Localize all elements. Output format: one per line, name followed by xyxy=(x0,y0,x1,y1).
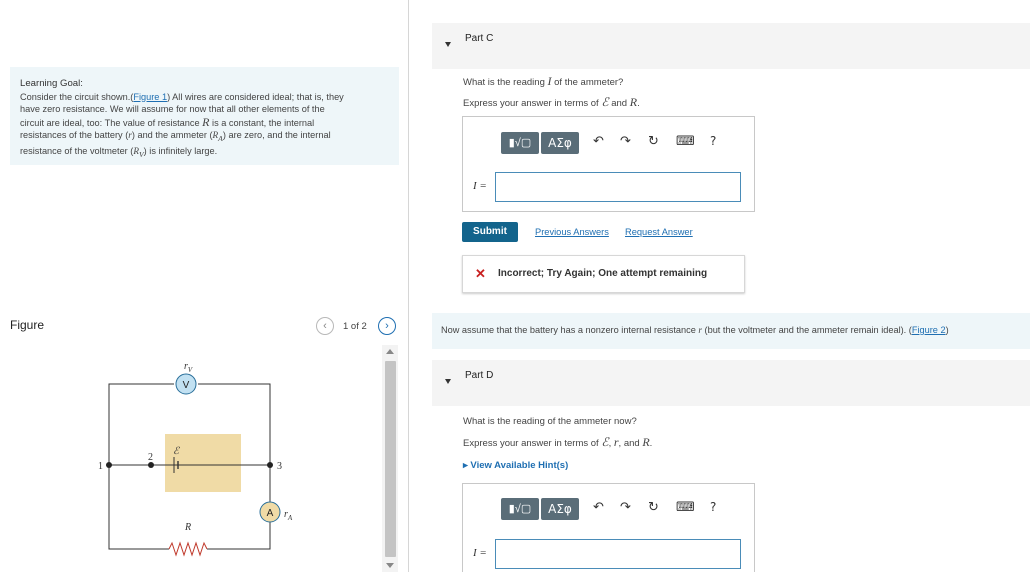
part-d-header[interactable] xyxy=(432,360,1030,406)
goal-text: Consider the circuit shown.( xyxy=(20,91,134,102)
help-icon[interactable]: ? xyxy=(710,500,717,514)
express-text: . xyxy=(649,438,653,449)
part-c-express xyxy=(463,95,640,110)
part-c-header[interactable] xyxy=(432,23,1030,69)
math-toolbar xyxy=(501,132,751,154)
symbol-RV-sub: V xyxy=(138,150,144,160)
part-c-answer-input[interactable] xyxy=(495,172,741,202)
node-3 xyxy=(267,462,273,468)
node-3-label: 3 xyxy=(277,461,282,472)
figure-page-indicator: 1 of 2 xyxy=(343,321,367,332)
express-text: Express your answer in terms of xyxy=(463,438,602,449)
figure-header xyxy=(10,317,400,335)
answer-label xyxy=(473,547,487,559)
keyboard-icon[interactable]: ⌨ xyxy=(676,500,695,515)
ra-main: r xyxy=(284,509,288,520)
ra-label xyxy=(284,509,293,522)
goal-text: ) is infinitely large. xyxy=(143,146,218,157)
battery-box xyxy=(165,434,241,492)
template-button[interactable]: ▮√▢ xyxy=(501,132,539,154)
template-button[interactable]: ▮√▢ xyxy=(501,498,539,520)
symbol-r: r xyxy=(613,435,619,449)
learning-goal-title: Learning Goal: xyxy=(20,78,83,89)
goal-text: is a constant, the internal xyxy=(209,117,315,128)
answer-label-text: I = xyxy=(473,547,487,559)
symbol-RV xyxy=(133,146,144,160)
part-d-question: What is the reading of the ammeter now? xyxy=(463,416,637,427)
symbol-RA xyxy=(212,130,223,143)
question-text: of the ammeter? xyxy=(551,77,624,88)
undo-icon[interactable]: ↶ xyxy=(593,134,604,149)
learning-goal-text xyxy=(20,91,389,162)
resistor-label: R xyxy=(184,522,192,533)
node-2-label: 2 xyxy=(148,452,153,463)
help-icon[interactable]: ? xyxy=(710,134,717,148)
part-c-question xyxy=(463,74,623,89)
view-hints-link[interactable]: ▸ View Available Hint(s) xyxy=(463,460,569,471)
rv-label xyxy=(184,361,193,374)
caret-down-icon xyxy=(445,379,451,384)
feedback-box xyxy=(462,255,745,293)
figure-2-link[interactable]: Figure 2 xyxy=(911,325,946,335)
symbol-RV-main: R xyxy=(133,146,139,157)
ammeter-label: A xyxy=(266,508,274,519)
symbol-I: I xyxy=(547,74,552,88)
scroll-down-icon[interactable] xyxy=(386,563,394,568)
request-answer-link[interactable]: Request Answer xyxy=(625,227,693,237)
part-d-title: Part D xyxy=(465,370,494,381)
express-text: and xyxy=(608,98,630,109)
undo-icon[interactable]: ↶ xyxy=(593,500,604,515)
voltmeter-label: V xyxy=(182,380,190,391)
rv-sub: V xyxy=(187,366,193,374)
scroll-up-icon[interactable] xyxy=(386,349,394,354)
question-text: What is the reading xyxy=(463,77,548,88)
ra-sub: A xyxy=(287,514,293,522)
figure-1-link[interactable]: Figure 1 xyxy=(133,91,168,102)
note-text xyxy=(441,325,949,335)
goal-text: ) and the ammeter ( xyxy=(131,130,213,140)
note-text-part: Now assume that the battery has a nonzero internal resistance xyxy=(441,325,699,335)
goal-text: ) All wires are considered ideal; that is, they xyxy=(167,91,344,102)
symbol-emf: ℰ xyxy=(601,95,609,109)
learning-goal-box xyxy=(10,67,399,165)
previous-answers-link[interactable]: Previous Answers xyxy=(535,227,609,237)
circuit-diagram xyxy=(85,352,325,567)
express-text: Express your answer in terms of xyxy=(463,98,602,109)
part-c-answer-box xyxy=(462,116,755,212)
left-panel xyxy=(0,0,408,572)
chevron-left-icon: ‹ xyxy=(323,320,327,332)
express-text: , and xyxy=(618,438,643,449)
note-text-part: (but the voltmeter and the ammeter remain ideal). ( xyxy=(701,325,912,335)
express-text: . xyxy=(637,98,640,109)
math-toolbar xyxy=(501,498,751,520)
redo-icon[interactable]: ↷ xyxy=(620,134,631,149)
instruction-note xyxy=(432,313,1030,349)
symbol-R: R xyxy=(202,114,210,129)
goal-text: ) are zero, and the internal xyxy=(222,130,331,140)
goal-text: resistances of the battery ( xyxy=(20,130,129,140)
note-text-part: ) xyxy=(945,325,949,335)
answer-label-text: I = xyxy=(473,180,487,192)
figure-scrollbar[interactable] xyxy=(382,345,398,572)
part-d-answer-input[interactable] xyxy=(495,539,741,569)
panel-divider xyxy=(408,0,409,572)
symbol-R: R xyxy=(629,95,638,109)
reset-icon[interactable]: ↻ xyxy=(648,500,659,515)
submit-button[interactable]: Submit xyxy=(462,222,518,242)
scrollbar-thumb[interactable] xyxy=(385,361,396,557)
symbol-emf: ℰ xyxy=(601,435,609,449)
incorrect-icon: ✕ xyxy=(475,266,486,281)
greek-symbols-button[interactable]: ΑΣφ xyxy=(541,498,579,520)
chevron-right-icon: › xyxy=(385,320,389,332)
caret-down-icon xyxy=(445,42,451,47)
symbol-RA-main: R xyxy=(212,130,219,140)
node-1 xyxy=(106,462,112,468)
feedback-text: Incorrect; Try Again; One attempt remaining xyxy=(498,268,708,279)
reset-icon[interactable]: ↻ xyxy=(648,134,659,149)
greek-symbols-button[interactable]: ΑΣφ xyxy=(541,132,579,154)
emf-label: ℰ xyxy=(172,446,180,457)
symbol-r: r xyxy=(128,130,132,140)
figure-title: Figure xyxy=(10,318,45,332)
redo-icon[interactable]: ↷ xyxy=(620,500,631,515)
symbol-r: r xyxy=(698,325,702,335)
symbol-R: R xyxy=(642,435,650,449)
part-d-answer-box xyxy=(462,483,755,572)
symbol-RA-sub: A xyxy=(218,133,223,143)
rv-main: r xyxy=(184,361,188,372)
express-text: , xyxy=(608,438,614,449)
goal-text: circuit are ideal, too: The value of resistance xyxy=(20,117,203,128)
goal-text: have zero resistance. We will assume for now that all other elements of the xyxy=(20,104,325,114)
part-d-express xyxy=(463,435,652,450)
answer-label xyxy=(473,180,487,192)
wire xyxy=(109,384,174,465)
figure-next-button[interactable] xyxy=(378,317,396,335)
figure-prev-button[interactable] xyxy=(316,317,334,335)
node-1-label: 1 xyxy=(98,461,103,472)
goal-text: resistance of the voltmeter ( xyxy=(20,146,134,157)
keyboard-icon[interactable]: ⌨ xyxy=(676,134,695,149)
part-c-title: Part C xyxy=(465,33,494,44)
